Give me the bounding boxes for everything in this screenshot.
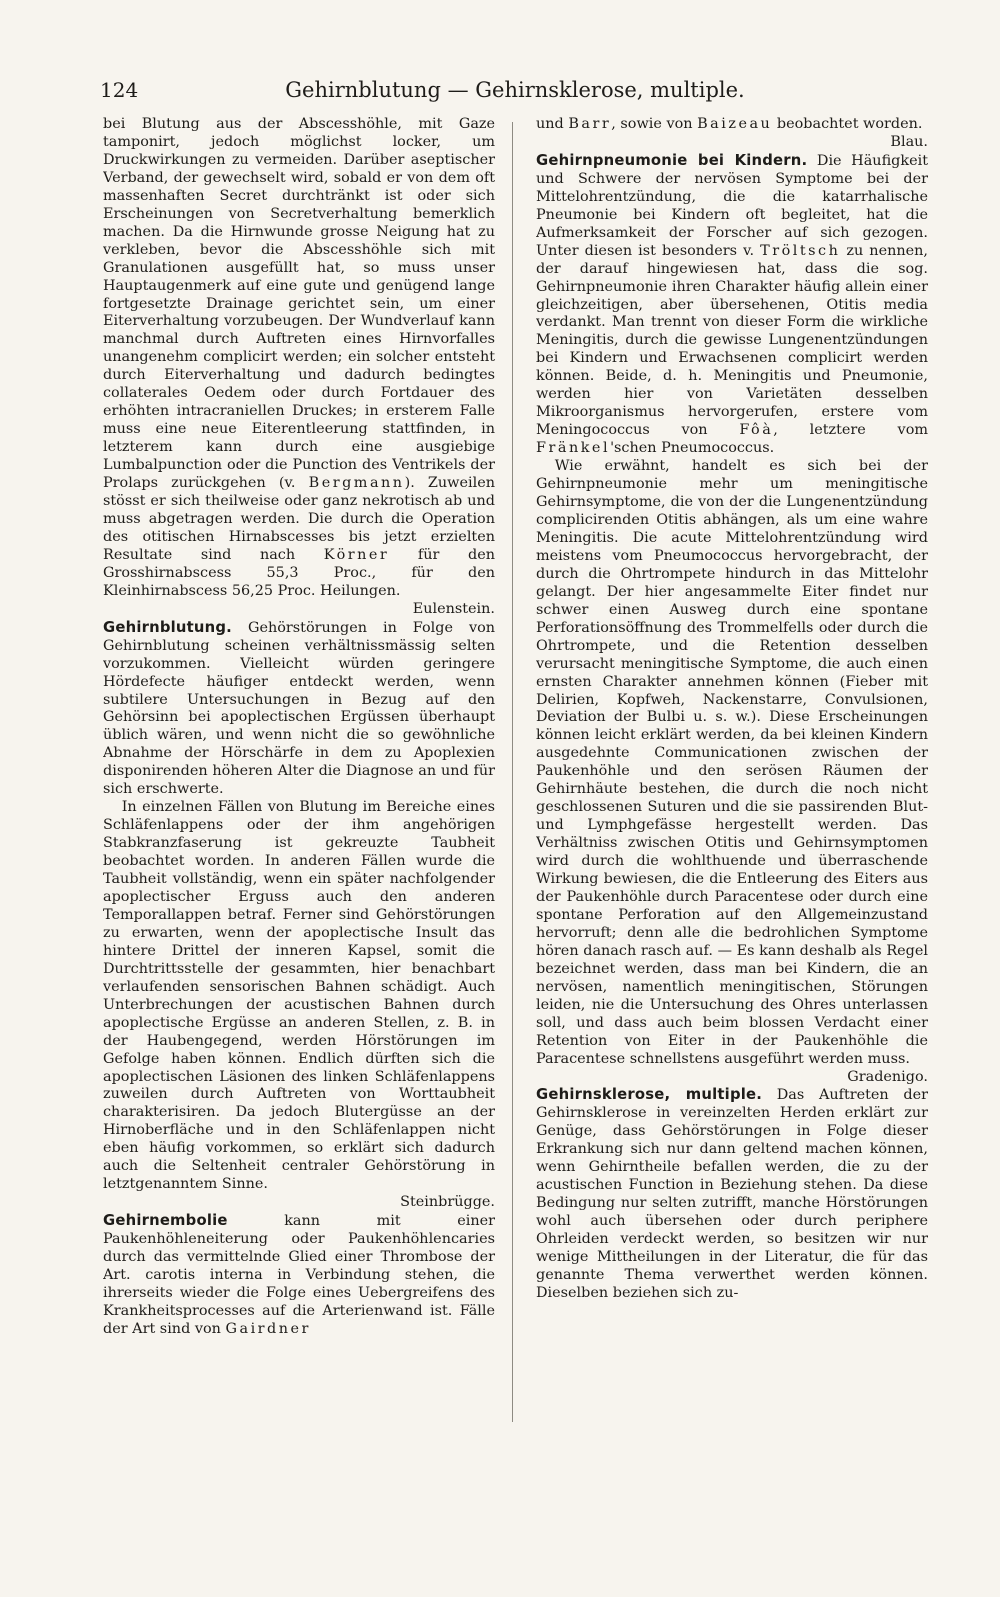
paragraph-text: Die Häufigkeit und Schwere der nervösen Symptome bei der Mittelohrentzündung, die die katarrhalische Pneumonie bei Kindern oft begleitet, hat die Aufmerksamkeit der Forscher auf sich gezogen. Unter diesen ist besonders v. [536,152,928,259]
running-title: Gehirnblutung — Gehirnsklerose, multiple. [285,78,745,102]
paragraph [536,458,928,1086]
paragraph-text: kann mit einer Paukenhöhleneiterung oder Paukenhöhlencaries durch das vermittelnde Glied einer Thrombose der Art. carotis interna in Verbindung stehen, die ihrerseits wieder die Folge eines Uebergreifens des Krankheitsprocesses auf die Arterienwand ist. Fälle der Art sind von [103,1213,495,1337]
entry [103,619,495,800]
author-signature: Gradenigo. [847,1068,928,1085]
paragraph-text: bei Blutung aus der Abscesshöhle, mit Gaze tamponirt, jedoch möglichst locker, um Druckwirkungen zu vermeiden. Darüber aseptischer Verband, der gewechselt wird, sobald er von dem oft massenhaften Secret durchtränkt ist oder sich Erscheinungen von Secretverhaltung bemerklich machen. Da die Hirnwunde grosse Neigung hat zu verkleben, bevor die Abscesshöhle sich mit Granulationen ausgefüllt hat, so muss unser Hauptaugenmerk auf eine gute und genügend lange fortgesetzte Drainage gerichtet sein, um einer Eiterverhaltung vorzubeugen. Der Wundverlauf kann manchmal durch Auftreten eines Hirnvorfalles unangenehm complicirt werden; ein solcher entsteht durch Eiterverhaltung und dadurch bedingtes collaterales Oedem oder durch Fortdauer des erhöhten intracraniellen Druckes; in ersterem Falle muss eine neue Eiterentleerung stattfinden, in letzterem kann durch eine ausgiebige Lumbalpunction oder die Punction des Ventrikels der Prolaps zurückgehen (v. [103,116,495,492]
paragraph [103,116,495,619]
paragraph-text: ). Zuweilen stösst er sich theilweise oder ganz nekrotisch ab und muss abgetragen werden. Die durch die Operation des otitischen Hirnabscesses bis jetzt erzielten Resultate sind nach [103,475,495,563]
right-column [536,116,928,1566]
author-name: Baizeau [697,116,773,132]
paragraph [103,799,495,1212]
author-signature: Steinbrügge. [400,1194,495,1211]
author-name: Tröltsch [760,242,841,259]
paragraph-text: für den Grosshirnabscess 55,3 Proc., für den Kleinhirnabscess 56,25 Proc. Heilungen. [103,546,495,599]
author-name: Fränkel [536,440,611,457]
entry [536,152,928,458]
author-name: Fôà [739,422,774,439]
paragraph-text: , letztere vom [773,422,928,439]
paragraph-text: Gehörstörungen in Folge von Gehirnblutung scheinen verhältnissmässig selten vorzukommen. Vielleicht würden geringere Hördefecte häufiger entdeckt werden, wenn subtilere Untersuchungen in Bezug auf den Gehörsinn bei apoplectischen Ergüssen überhaupt üblich wären, und wenn nicht die so gewöhnliche Abnahme der Hörschärfe in dem zu Apoplexien disponirenden höheren Alter die Diagnose an und für sich erschwerte. [103,619,495,798]
paragraph-text: Wie erwähnt, handelt es sich bei der Gehirnpneumonie mehr um meningitische Gehirnsymptome, die von der die Lungenentzündung complicirenden Otitis abhängen, als um eine wahre Meningitis. Die acute Mittelohrentzündung wird meistens vom Pneumococcus hervorgebracht, der durch die Ohrtrompete hindurch in das Mittelohr gelangt. Der hier angesammelte Eiter findet nur schwer einen Ausweg durch eine spontane Perforationsöffnung des Trommelfells oder durch die Ohrtrompete, und die Retention desselben verursacht meningitische Symptome, die auch einen ernsten Charakter annehmen können (Fieber mit Delirien, Kopfweh, Nackenstarre, Convulsionen, Deviation der Bulbi u. s. w.). Diese Erscheinungen können leicht erklärt werden, da bei kleinen Kindern ausgedehnte Communicationen zwischen der Paukenhöhle und den serösen Räumen der Gehirnhäute bestehen, die durch die noch nicht geschlossenen Suturen und die sie passirenden Blut- und Lymphgefässe hergestellt werden. Das Verhältniss zwischen Otitis und Gehirnsymptomen wird durch die wohlthuende und überraschende Wirkung bewiesen, die die Entleerung des Eiters aus der Paukenhöhle durch Paracentese oder durch eine spontane Perforation auf den Allgemeinzustand hervorruft; denn alle die bedrohlichen Symptome hören danach rasch auf. — Es kann deshalb als Regel bezeichnet werden, dass man bei Kindern, die an nervösen, namentlich meningitischen, Störungen leiden, nie die Untersuchung des Ohres unterlassen soll, und dass auch beim blossen Verdacht einer Retention von Eiter in der Paukenhöhle die Paracentese schnellstens ausgeführt werden muss. [536,458,928,1067]
entry-heading: Gehirnpneumonie bei Kindern. [536,151,808,169]
paragraph-text: Das Auftreten der Gehirnsklerose in vereinzelten Herden erklärt zur Genüge, dass Gehörstörungen in Folge dieser Erkrankung sich nur dann geltend machen können, wenn Gehirntheile befallen werden, die zu der acustischen Function in Beziehung stehen. Da diese Bedingung nur selten zutrifft, manche Hörstörungen wohl auch übersehen oder durch periphere Ohrleiden verdeckt werden, so besitzen wir nur wenige Mittheilungen in der Literatur, die für das genannte Thema verwerthet werden können. Dieselben beziehen sich zu- [536,1087,928,1301]
author-name: Gairdner [225,1320,311,1337]
entry-heading: Gehirnblutung. [103,618,232,636]
page-number: 124 [100,78,139,102]
paragraph-text: beobachtet worden. [776,116,923,132]
entry [103,1212,495,1339]
author-signature: Blau. [890,133,928,150]
page-header [100,72,930,108]
entry [536,1086,928,1302]
paragraph-text: und [536,116,564,132]
author-name: Barr [568,116,612,132]
paragraph-text: , sowie von [611,116,693,132]
author-signature: Eulenstein. [412,600,495,617]
paragraph-text: 'schen Pneumococcus. [610,440,775,457]
left-column [103,116,495,1566]
paragraph-text: zu nennen, der darauf hingewiesen hat, dass die sog. Gehirnpneumonie ihren Charakter häufig allein einer gleichzeitigen, aber übersehenen, Otitis media verdankt. Man trennt von dieser Form die wirkliche Meningitis, durch die gewisse Lungenentzündungen bei Kindern und Erwachsenen complicirt werden können. Beide, d. h. Meningitis und Pneumonie, werden hier von Varietäten desselben Mikroorganismus hervorgerufen, erstere vom Meningococcus von [536,242,928,439]
paragraph-text: In einzelnen Fällen von Blutung im Bereiche eines Schläfenlappens oder der ihm angehörigen Stabkranzfaserung ist gekreuzte Taubheit beobachtet worden. In anderen Fällen wurde die Taubheit vollständig, wenn ein später nachfolgender apoplectischer Erguss auch den anderen Temporallappen betraf. Ferner sind Gehörstörungen zu erwarten, wenn der apoplectische Insult das hintere Drittel der inneren Kapsel, somit die Durchtrittsstelle der gesammten, hier benachbart verlaufenden sensorischen Bahnen schädigt. Auch Unterbrechungen der acustischen Bahnen durch apoplectische Ergüsse an anderen Stellen, z. B. in der Haubengegend, werden Hörstörungen im Gefolge haben können. Endlich dürften sich die apoplectischen Läsionen des linken Schläfenlappens zuweilen durch Auftreten von Worttaubheit charakterisiren. Da jedoch Blutergüsse an der Hirnoberfläche und in den Schläfenlappen nicht eben häufig vorkommen, so erklärt sich dadurch auch die Seltenheit centraler Gehörstörung in letztgenanntem Sinne. [103,799,495,1193]
author-name: Bergmann [308,475,405,492]
entry-heading: Gehirnembolie [103,1212,228,1230]
author-name: Körner [323,546,390,563]
paragraph [536,116,928,152]
entry-heading: Gehirnsklerose, multiple. [536,1086,763,1104]
column-divider [512,122,513,1422]
